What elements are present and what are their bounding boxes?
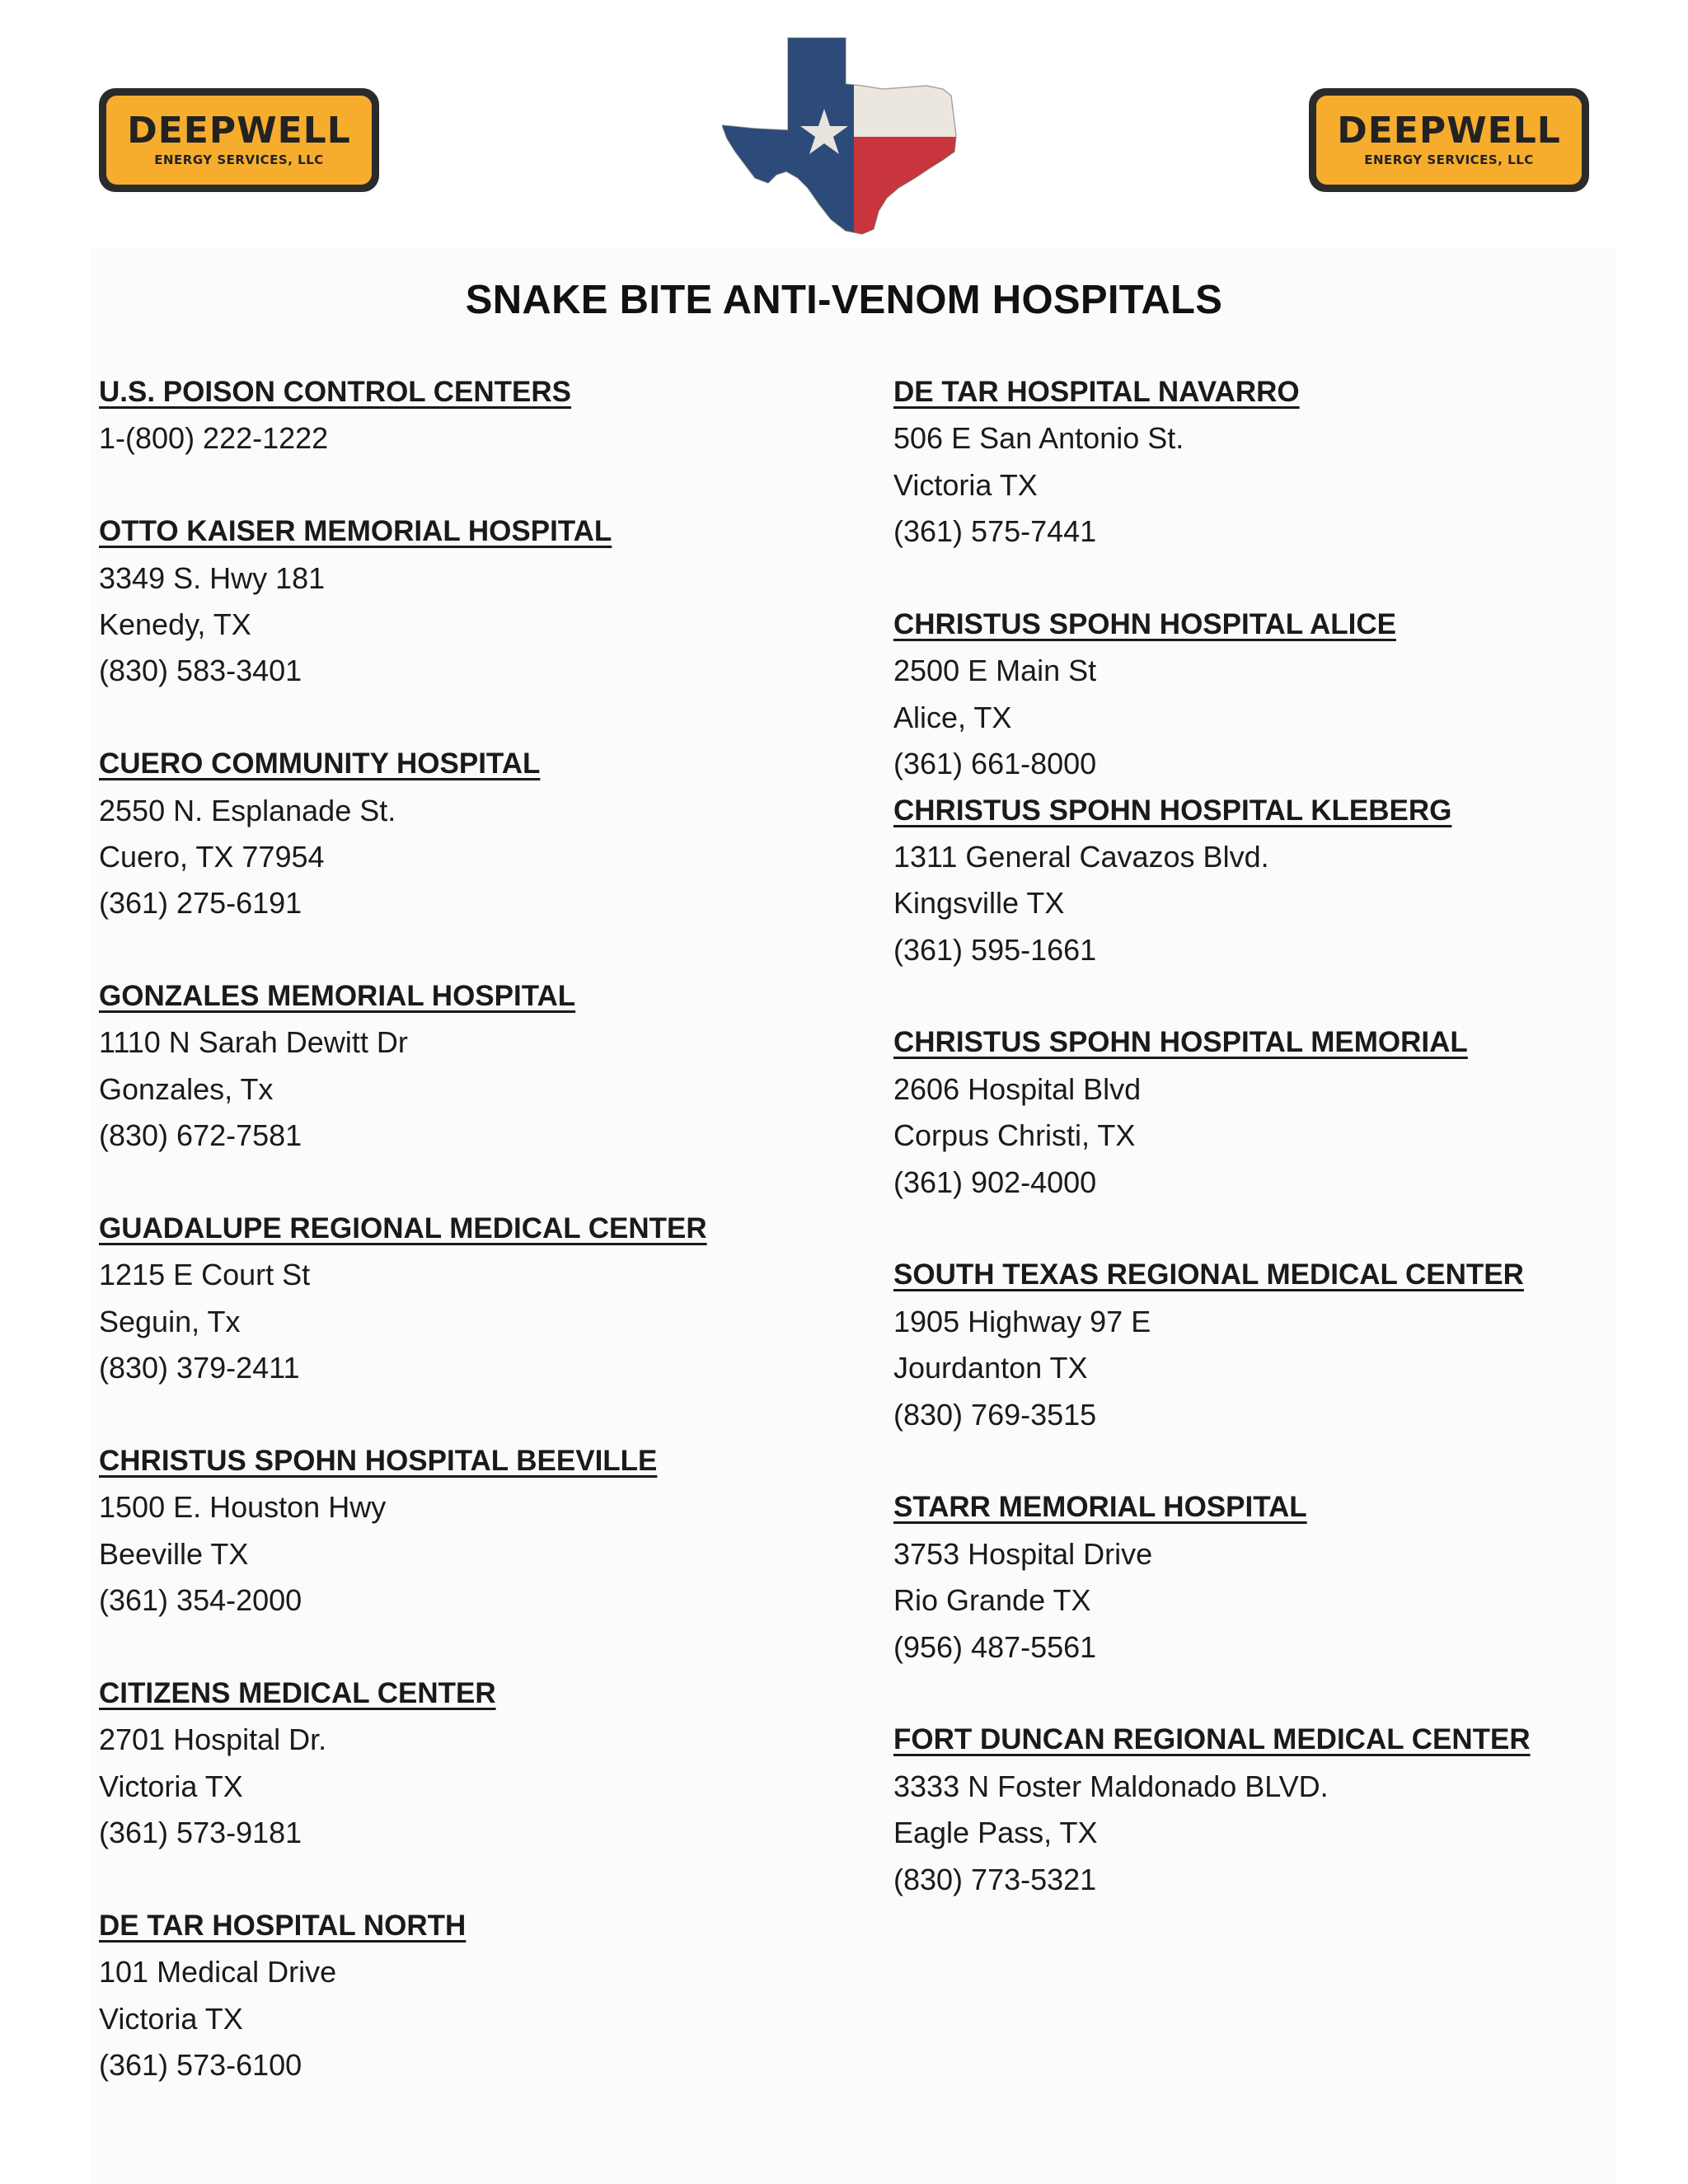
city-state: Gonzales, Tx xyxy=(99,1071,274,1106)
phone-number: (830) 769-3515 xyxy=(893,1397,1097,1432)
city-state: Victoria TX xyxy=(99,1769,243,1803)
hospital-entry xyxy=(893,602,1635,788)
street-address: 1905 Highway 97 E xyxy=(893,1304,1151,1338)
right-column xyxy=(893,369,1635,1903)
city-state: Beeville TX xyxy=(99,1536,249,1571)
logo-subtitle: ENERGY SERVICES, LLC xyxy=(154,152,324,167)
street-address: 2701 Hospital Dr. xyxy=(99,1722,327,1757)
hospital-name: GONZALES MEMORIAL HOSPITAL xyxy=(99,980,576,1013)
texas-flag-map-icon xyxy=(722,36,966,237)
hospital-entry xyxy=(99,1206,841,1392)
hospital-entry xyxy=(99,1438,841,1624)
phone-number: (361) 902-4000 xyxy=(893,1165,1097,1199)
logo-badge xyxy=(1316,96,1582,185)
hospital-entry xyxy=(99,1903,841,2089)
street-address: 3753 Hospital Drive xyxy=(893,1536,1153,1571)
phone-number: (361) 573-9181 xyxy=(99,1816,302,1850)
phone-number: (361) 575-7441 xyxy=(893,514,1097,549)
city-state: Kenedy, TX xyxy=(99,607,251,641)
city-state: Eagle Pass, TX xyxy=(893,1816,1098,1850)
hospital-name: U.S. POISON CONTROL CENTERS xyxy=(99,376,572,408)
phone-number: (361) 275-6191 xyxy=(99,886,302,921)
street-address: 101 Medical Drive xyxy=(99,1955,337,1990)
hospital-entry xyxy=(99,1671,841,1857)
hospital-name: SOUTH TEXAS REGIONAL MEDICAL CENTER xyxy=(893,1258,1524,1291)
hospital-name: DE TAR HOSPITAL NAVARRO xyxy=(893,376,1300,408)
city-state: Seguin, Tx xyxy=(99,1304,241,1338)
hospital-name: CUERO COMMUNITY HOSPITAL xyxy=(99,748,541,780)
street-address: 1500 E. Houston Hwy xyxy=(99,1490,387,1525)
hospital-entry xyxy=(893,369,1635,555)
hospital-name: OTTO KAISER MEMORIAL HOSPITAL xyxy=(99,515,612,548)
phone-number: (956) 487-5561 xyxy=(893,1629,1097,1664)
logo-subtitle: ENERGY SERVICES, LLC xyxy=(1364,152,1534,167)
phone-number: (830) 379-2411 xyxy=(99,1351,300,1385)
hospital-entry xyxy=(99,369,841,462)
hospital-entry xyxy=(893,1717,1635,1903)
hospital-name: CHRISTUS SPOHN HOSPITAL KLEBERG xyxy=(893,794,1452,827)
phone-number: (830) 672-7581 xyxy=(99,1118,302,1153)
deepwell-logo-left xyxy=(99,88,379,192)
city-state: Victoria TX xyxy=(893,467,1038,502)
logo-name: DEEPWELL xyxy=(127,110,351,152)
street-address: 3333 N Foster Maldonado BLVD. xyxy=(893,1769,1329,1803)
hospital-name: STARR MEMORIAL HOSPITAL xyxy=(893,1491,1307,1524)
street-address: 2606 Hospital Blvd xyxy=(893,1071,1142,1106)
city-state: Alice, TX xyxy=(893,700,1012,734)
street-address: 1110 N Sarah Dewitt Dr xyxy=(99,1025,408,1060)
hospital-name: GUADALUPE REGIONAL MEDICAL CENTER xyxy=(99,1212,707,1245)
street-address: 2550 N. Esplanade St. xyxy=(99,793,396,827)
page-title: SNAKE BITE ANTI-VENOM HOSPITALS xyxy=(465,278,1223,322)
phone-number: (830) 773-5321 xyxy=(893,1862,1097,1896)
left-column xyxy=(99,369,841,2088)
deepwell-logo-right xyxy=(1309,88,1589,192)
city-state: Victoria TX xyxy=(99,2001,243,2036)
hospital-entry xyxy=(893,788,1635,974)
phone-number: (361) 354-2000 xyxy=(99,1583,302,1618)
street-address: 1215 E Court St xyxy=(99,1258,311,1292)
phone-number: (830) 583-3401 xyxy=(99,654,302,688)
city-state: Corpus Christi, TX xyxy=(893,1118,1136,1153)
street-address: 2500 E Main St xyxy=(893,654,1097,688)
hospital-entry xyxy=(893,1484,1635,1671)
hospital-name: DE TAR HOSPITAL NORTH xyxy=(99,1909,467,1942)
hospital-name: CITIZENS MEDICAL CENTER xyxy=(99,1676,496,1709)
hospital-name: CHRISTUS SPOHN HOSPITAL ALICE xyxy=(893,607,1396,640)
street-address: 506 E San Antonio St. xyxy=(893,421,1184,456)
phone-number: (361) 595-1661 xyxy=(893,932,1097,967)
city-state: Kingsville TX xyxy=(893,886,1065,921)
hospital-name: CHRISTUS SPOHN HOSPITAL BEEVILLE xyxy=(99,1444,658,1477)
hospital-entry xyxy=(99,973,841,1160)
hospital-entry xyxy=(99,741,841,927)
logo-badge xyxy=(106,96,372,185)
hospital-entry xyxy=(99,509,841,695)
hospital-entry xyxy=(893,1252,1635,1438)
logo-name: DEEPWELL xyxy=(1337,110,1561,152)
street-address: 1311 General Cavazos Blvd. xyxy=(893,839,1269,874)
city-state: Rio Grande TX xyxy=(893,1583,1091,1618)
city-state: Cuero, TX 77954 xyxy=(99,839,325,874)
hospital-name: FORT DUNCAN REGIONAL MEDICAL CENTER xyxy=(893,1723,1531,1756)
street-address: 3349 S. Hwy 181 xyxy=(99,560,326,595)
hospital-entry xyxy=(893,1019,1635,1206)
phone-number: (361) 661-8000 xyxy=(893,747,1097,781)
hospital-name: CHRISTUS SPOHN HOSPITAL MEMORIAL xyxy=(893,1026,1468,1059)
phone-number: (361) 573-6100 xyxy=(99,2048,302,2083)
phone-number: 1-(800) 222-1222 xyxy=(99,421,329,456)
city-state: Jourdanton TX xyxy=(893,1351,1088,1385)
